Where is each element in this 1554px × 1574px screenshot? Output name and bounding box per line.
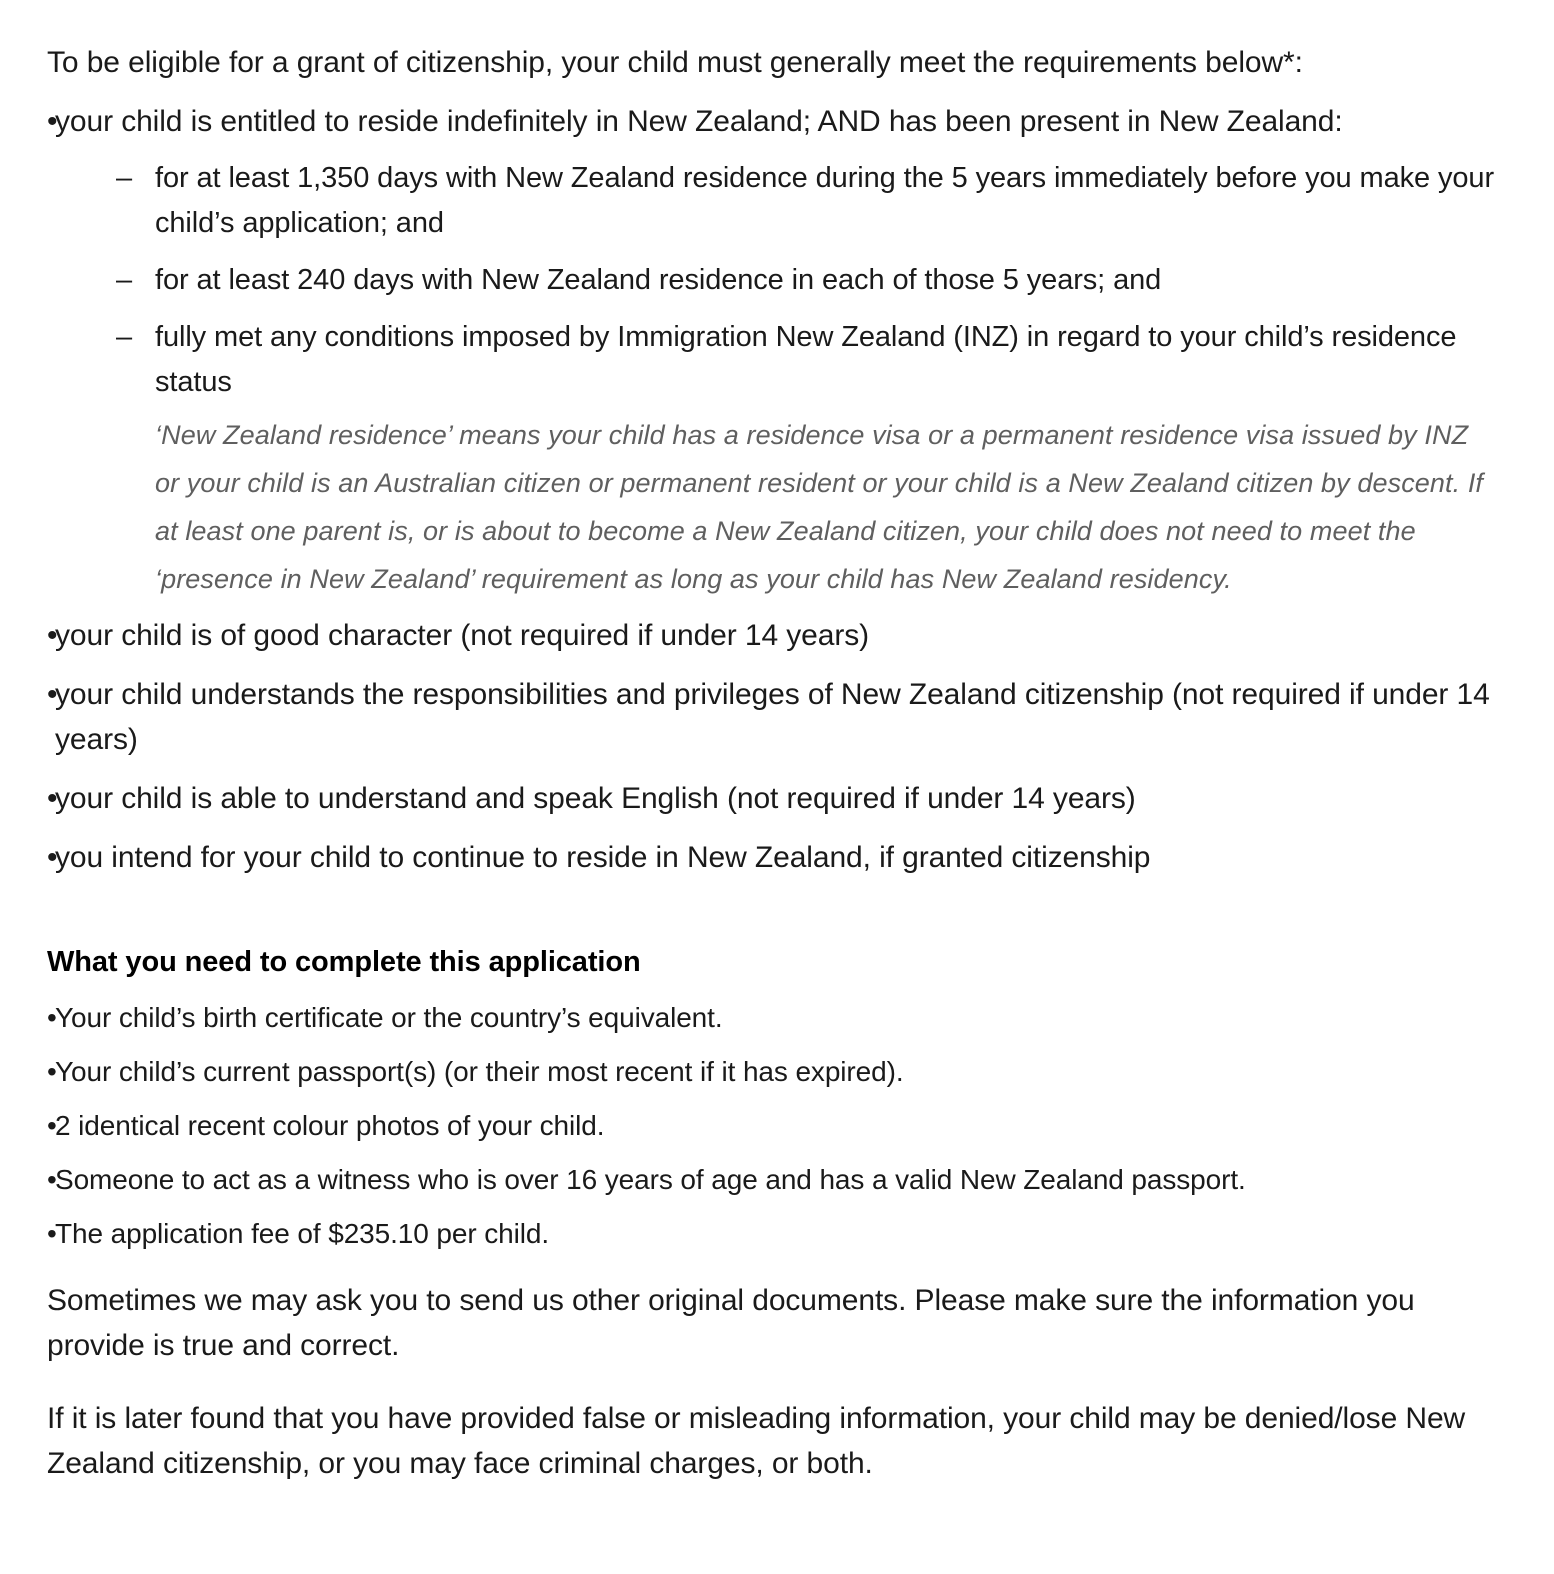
sub-list-item: [0, 315, 1554, 405]
residence-definition-note: ‘New Zealand residence’ means your child has a residence visa or a permanent residence visa issued by INZ or your child is an Australian citizen or permanent resident or your child is a New Zealand citizen by descent. If at least one parent is, or is about to become a New Zealand citizen, your child does not need to meet the ‘presence in New Zealand’ requirement as long as your child has New Zealand residency.: [155, 420, 1484, 594]
list-item-label: The application fee of $235.10 per child.: [55, 1218, 550, 1249]
bullet-marker: •: [47, 841, 58, 874]
list-item: [0, 1050, 1554, 1094]
list-item: [0, 99, 1554, 144]
bullet-marker: •: [47, 1218, 57, 1249]
bullet-marker: •: [47, 1002, 57, 1033]
bullet-marker: •: [47, 619, 58, 652]
sub-list-item: [0, 156, 1554, 246]
dash-marker: –: [116, 321, 133, 353]
bullet-marker: •: [47, 1110, 57, 1141]
dash-marker: –: [116, 264, 133, 296]
sub-list-item: [0, 258, 1554, 303]
list-item: [0, 1104, 1554, 1148]
closing-paragraph-documents: Sometimes we may ask you to send us other original documents. Please make sure the information you provide is true and correct.: [47, 1284, 1415, 1362]
list-item: [0, 672, 1554, 762]
bullet-marker: •: [47, 678, 58, 711]
bullet-marker: •: [47, 1056, 57, 1087]
list-item: [0, 835, 1554, 880]
list-item: [0, 996, 1554, 1040]
bullet-marker: •: [47, 105, 58, 138]
list-item-label: 2 identical recent colour photos of your child.: [55, 1110, 605, 1141]
list-item: [0, 1158, 1554, 1202]
list-item-label: Your child’s birth certificate or the country’s equivalent.: [55, 1002, 723, 1033]
list-item-label: Your child’s current passport(s) (or their most recent if it has expired).: [55, 1056, 904, 1087]
section-heading: What you need to complete this application: [47, 946, 641, 978]
list-item: [0, 613, 1554, 658]
dash-marker: –: [116, 162, 133, 194]
list-item-label: your child understands the responsibilities and privileges of New Zealand citizenship (not required if under 14 years): [55, 678, 1490, 756]
list-item-label: you intend for your child to continue to reside in New Zealand, if granted citizenship: [55, 841, 1151, 874]
list-item-label: your child is of good character (not required if under 14 years): [55, 619, 870, 652]
intro-paragraph: To be eligible for a grant of citizenship, your child must generally meet the requirements below*:: [47, 46, 1303, 79]
bullet-marker: •: [47, 1164, 57, 1195]
bullet-marker: •: [47, 782, 58, 815]
sub-list-item-label: for at least 240 days with New Zealand residence in each of those 5 years; and: [155, 264, 1162, 296]
list-item-label: your child is able to understand and speak English (not required if under 14 years): [55, 782, 1136, 815]
list-item-label: your child is entitled to reside indefinitely in New Zealand; AND has been present in New Zealand:: [55, 105, 1343, 138]
sub-list-item-label: fully met any conditions imposed by Immigration New Zealand (INZ) in regard to your child’s residence status: [155, 321, 1457, 398]
closing-paragraph-warning: If it is later found that you have provided false or misleading information, your child may be denied/lose New Zealand citizenship, or you may face criminal charges, or both.: [47, 1402, 1466, 1480]
sub-list-item-label: for at least 1,350 days with New Zealand residence during the 5 years immediately before you make your child’s application; and: [155, 162, 1495, 239]
list-item: [0, 776, 1554, 821]
list-item-label: Someone to act as a witness who is over 16 years of age and has a valid New Zealand passport.: [55, 1164, 1246, 1195]
list-item: [0, 1212, 1554, 1256]
